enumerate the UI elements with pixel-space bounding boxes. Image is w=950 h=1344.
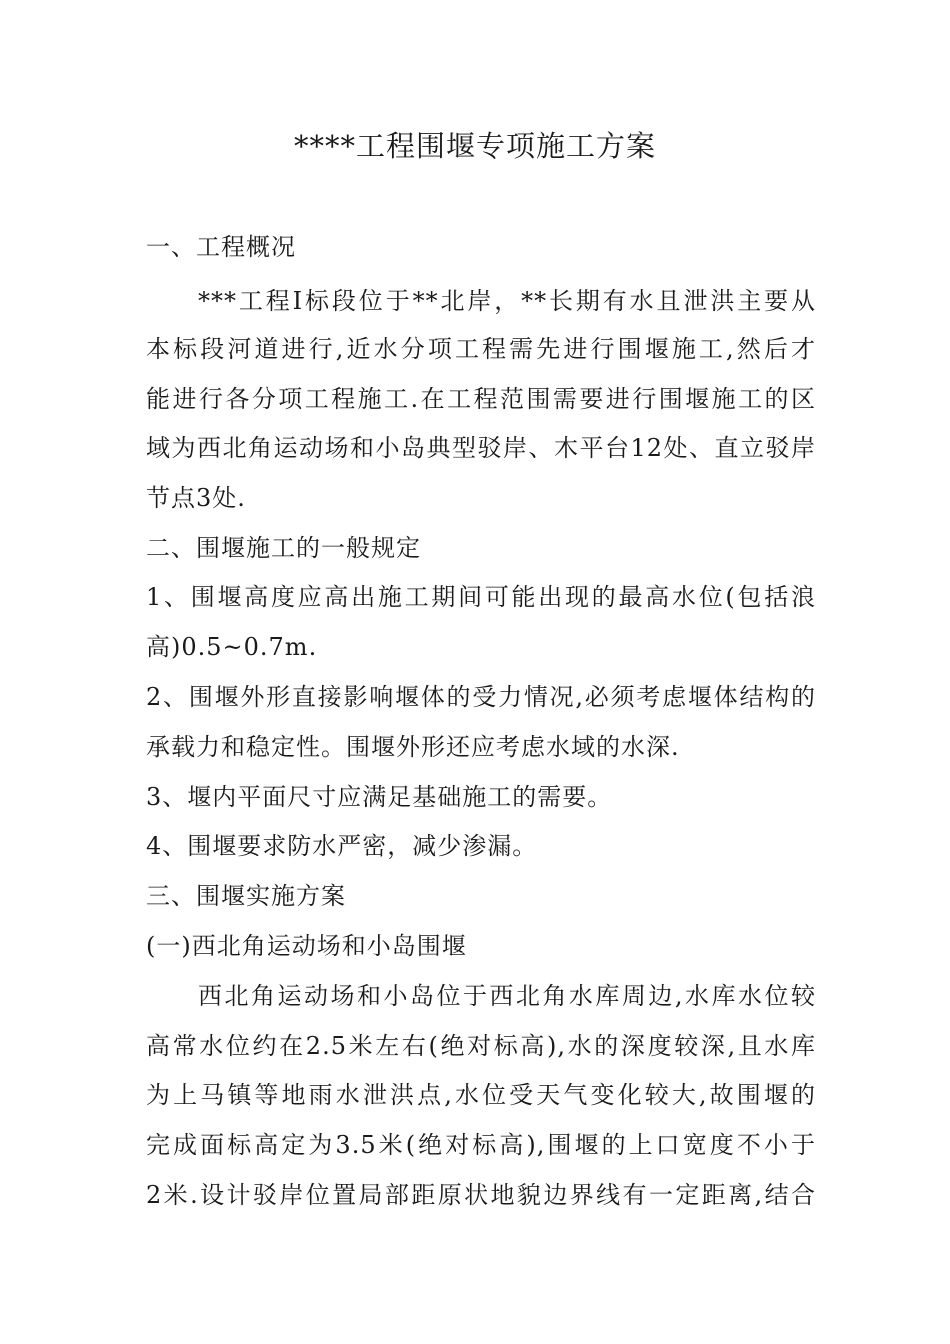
paragraph-line: 域为西北角运动场和小岛典型驳岸、木平台12处、直立驳岸 bbox=[146, 434, 816, 462]
paragraph-line: 节点3处. bbox=[146, 484, 246, 512]
subsection-heading: (一)西北角运动场和小岛围堰 bbox=[146, 932, 467, 960]
paragraph-line: 完成面标高定为3.5米(绝对标高),围堰的上口宽度不小于 bbox=[146, 1131, 816, 1159]
list-item: 2、围堰外形直接影响堰体的受力情况,必须考虑堰体结构的 bbox=[146, 683, 816, 711]
paragraph-line: 高常水位约在2.5米左右(绝对标高),水的深度较深,且水库 bbox=[146, 1032, 816, 1060]
list-item-continued: 高)0.5~0.7m. bbox=[146, 633, 318, 661]
paragraph-line: 能进行各分项工程施工.在工程范围需要进行围堰施工的区 bbox=[146, 385, 816, 413]
paragraph-line: 为上马镇等地雨水泄洪点,水位受天气变化较大,故围堰的 bbox=[146, 1081, 816, 1109]
paragraph-line: 本标段河道进行,近水分项工程需先进行围堰施工,然后才 bbox=[146, 335, 816, 363]
paragraph-line: ***工程Ⅰ标段位于**北岸，**长期有水且泄洪主要从 bbox=[198, 287, 816, 315]
paragraph-line: 2米.设计驳岸位置局部距原状地貌边界线有一定距离,结合 bbox=[146, 1181, 816, 1209]
list-item: 1、围堰高度应高出施工期间可能出现的最高水位(包括浪 bbox=[146, 583, 816, 611]
document-title: ****工程围堰专项施工方案 bbox=[293, 129, 656, 163]
list-item: 4、围堰要求防水严密，减少渗漏。 bbox=[146, 832, 538, 860]
list-item-continued: 承载力和稳定性。围堰外形还应考虑水域的水深. bbox=[146, 733, 680, 761]
list-item: 3、堰内平面尺寸应满足基础施工的需要。 bbox=[146, 783, 613, 811]
section-heading-3: 三、围堰实施方案 bbox=[146, 882, 346, 910]
section-heading-1: 一、工程概况 bbox=[146, 233, 296, 261]
paragraph-line: 西北角运动场和小岛位于西北角水库周边,水库水位较 bbox=[198, 982, 816, 1010]
section-heading-2: 二、围堰施工的一般规定 bbox=[146, 534, 421, 562]
